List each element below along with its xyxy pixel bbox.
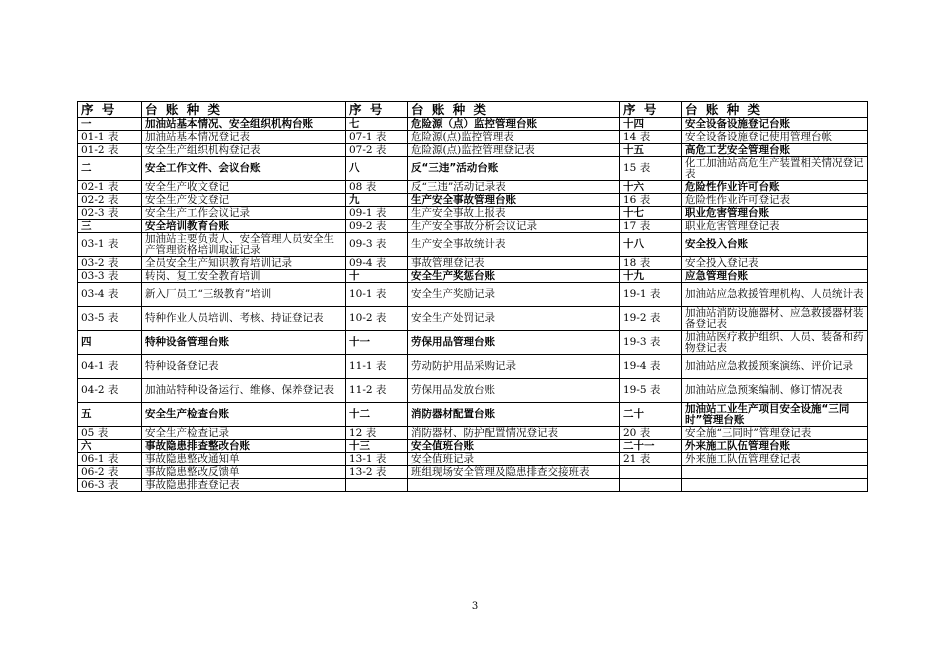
ledger-item-cell: 安全生产工作会议记录 (142, 207, 346, 220)
table-row (78, 427, 868, 440)
ledger-item-cell: 新入厂员工“三级教育”培训 (142, 283, 346, 307)
table-row (78, 403, 868, 427)
ledger-no-cell: 九 (346, 194, 408, 207)
ledger-no-cell: 03-2 表 (78, 257, 142, 270)
ledger-no-cell: 07-2 表 (346, 144, 408, 157)
ledger-item-cell: 加油站医疗救护组织、人员、装备和药物登记表 (682, 331, 868, 355)
ledger-no-cell: 七 (346, 118, 408, 131)
ledger-item-cell: 化工加油站高危生产装置相关情况登记表 (682, 157, 868, 181)
ledger-no-cell: 十 (346, 270, 408, 283)
ledger-no-cell: 17 表 (620, 220, 682, 233)
ledger-no-cell: 19-2 表 (620, 307, 682, 331)
page-number: 3 (471, 601, 479, 612)
table-row (78, 118, 868, 131)
table-row (78, 270, 868, 283)
ledger-item-cell: 加油站应急救援预案演练、评价记录 (682, 355, 868, 379)
ledger-no-cell: 十二 (346, 403, 408, 427)
ledger-table (77, 101, 868, 492)
ledger-item-cell: 反“三违”活动记录表 (408, 181, 620, 194)
ledger-item-cell: 安全生产检查记录 (142, 427, 346, 440)
ledger-category-cell: 消防器材配置台账 (408, 403, 620, 427)
ledger-item-cell: 安全生产收文登记 (142, 181, 346, 194)
ledger-category-cell: 危险源（点）监控管理台账 (408, 118, 620, 131)
ledger-no-cell (620, 479, 682, 492)
ledger-item-cell: 外来施工队伍管理登记表 (682, 453, 868, 466)
table-row (78, 207, 868, 220)
table-row (78, 379, 868, 403)
ledger-no-cell: 07-1 表 (346, 131, 408, 144)
ledger-no-cell: 09-4 表 (346, 257, 408, 270)
ledger-category-cell: 安全培训教育台账 (142, 220, 346, 233)
ledger-no-cell: 02-2 表 (78, 194, 142, 207)
ledger-no-cell: 10-1 表 (346, 283, 408, 307)
ledger-no-cell: 二 (78, 157, 142, 181)
ledger-no-cell: 21 表 (620, 453, 682, 466)
ledger-no-cell (346, 479, 408, 492)
table-row (78, 257, 868, 270)
ledger-no-cell: 02-3 表 (78, 207, 142, 220)
table-row (78, 233, 868, 257)
ledger-no-cell: 19-5 表 (620, 379, 682, 403)
ledger-category-cell: 职业危害管理台账 (682, 207, 868, 220)
ledger-no-cell: 06-2 表 (78, 466, 142, 479)
ledger-item-cell: 班组现场安全管理及隐患排查交接班表 (408, 466, 620, 479)
table-row (78, 131, 868, 144)
ledger-no-cell: 19-4 表 (620, 355, 682, 379)
header-no-3: 序 号 (620, 102, 682, 118)
ledger-no-cell: 14 表 (620, 131, 682, 144)
ledger-category-cell: 高危工艺安全管理台账 (682, 144, 868, 157)
table-row (78, 479, 868, 492)
ledger-item-cell: 安全生产奖励记录 (408, 283, 620, 307)
ledger-no-cell: 二十 (620, 403, 682, 427)
table-row (78, 144, 868, 157)
ledger-no-cell: 01-1 表 (78, 131, 142, 144)
ledger-no-cell: 03-3 表 (78, 270, 142, 283)
ledger-item-cell: 消防器材、防护配置情况登记表 (408, 427, 620, 440)
ledger-category-cell: 安全设备设施登记台账 (682, 118, 868, 131)
ledger-no-cell: 06-3 表 (78, 479, 142, 492)
ledger-item-cell: 安全值班记录 (408, 453, 620, 466)
table-row (78, 466, 868, 479)
table-row (78, 331, 868, 355)
ledger-no-cell: 11-2 表 (346, 379, 408, 403)
ledger-item-cell: 全员安全生产知识教育培训记录 (142, 257, 346, 270)
ledger-item-cell: 加油站主要负责人、安全管理人员安全生产管理资格培训取证记录 (142, 233, 346, 257)
ledger-no-cell: 05 表 (78, 427, 142, 440)
ledger-category-cell: 应急管理台账 (682, 270, 868, 283)
ledger-item-cell: 安全投入登记表 (682, 257, 868, 270)
header-type-3: 台 账 种 类 (682, 102, 868, 118)
table-row (78, 453, 868, 466)
ledger-no-cell: 十六 (620, 181, 682, 194)
ledger-item-cell: 事故管理登记表 (408, 257, 620, 270)
table-row (78, 194, 868, 207)
ledger-no-cell: 13-1 表 (346, 453, 408, 466)
ledger-no-cell: 二十一 (620, 440, 682, 453)
ledger-item-cell: 安全生产发文登记 (142, 194, 346, 207)
ledger-category-cell: 加油站基本情况、安全组织机构台账 (142, 118, 346, 131)
table-row (78, 307, 868, 331)
ledger-no-cell: 五 (78, 403, 142, 427)
ledger-category-cell: 外来施工队伍管理台账 (682, 440, 868, 453)
ledger-item-cell: 加油站特种设备运行、维修、保养登记表 (142, 379, 346, 403)
ledger-no-cell: 09-1 表 (346, 207, 408, 220)
ledger-item-cell (408, 479, 620, 492)
ledger-no-cell: 06-1 表 (78, 453, 142, 466)
ledger-no-cell: 十九 (620, 270, 682, 283)
ledger-no-cell: 三 (78, 220, 142, 233)
ledger-no-cell: 20 表 (620, 427, 682, 440)
ledger-item-cell: 职业危害管理登记表 (682, 220, 868, 233)
ledger-no-cell: 03-1 表 (78, 233, 142, 257)
ledger-category-cell: 安全值班台账 (408, 440, 620, 453)
ledger-no-cell: 08 表 (346, 181, 408, 194)
table-row (78, 220, 868, 233)
ledger-item-cell: 加油站应急救援管理机构、人员统计表 (682, 283, 868, 307)
ledger-item-cell: 加油站应急预案编制、修订情况表 (682, 379, 868, 403)
header-no-1: 序 号 (78, 102, 142, 118)
ledger-no-cell: 02-1 表 (78, 181, 142, 194)
ledger-no-cell: 09-3 表 (346, 233, 408, 257)
ledger-no-cell: 19-1 表 (620, 283, 682, 307)
ledger-no-cell: 10-2 表 (346, 307, 408, 331)
ledger-item-cell: 生产安全事故上报表 (408, 207, 620, 220)
ledger-no-cell: 03-5 表 (78, 307, 142, 331)
header-no-2: 序 号 (346, 102, 408, 118)
ledger-no-cell (620, 466, 682, 479)
ledger-item-cell: 特种设备登记表 (142, 355, 346, 379)
ledger-no-cell: 12 表 (346, 427, 408, 440)
ledger-category-cell: 反“三违”活动台账 (408, 157, 620, 181)
table-row (78, 440, 868, 453)
ledger-no-cell: 十七 (620, 207, 682, 220)
header-type-1: 台 账 种 类 (142, 102, 346, 118)
ledger-item-cell: 生产安全事故分析会议记录 (408, 220, 620, 233)
ledger-no-cell: 十五 (620, 144, 682, 157)
ledger-category-cell: 特种设备管理台账 (142, 331, 346, 355)
ledger-no-cell: 一 (78, 118, 142, 131)
ledger-item-cell: 危险性作业许可登记表 (682, 194, 868, 207)
ledger-item-cell: 安全设备设施登记使用管理台帐 (682, 131, 868, 144)
ledger-no-cell: 03-4 表 (78, 283, 142, 307)
ledger-no-cell: 15 表 (620, 157, 682, 181)
ledger-category-cell: 安全投入台账 (682, 233, 868, 257)
ledger-category-cell: 劳保用品管理台账 (408, 331, 620, 355)
ledger-item-cell: 劳保用品发放台账 (408, 379, 620, 403)
table-row (78, 355, 868, 379)
ledger-no-cell: 八 (346, 157, 408, 181)
ledger-category-cell: 加油站工业生产项目安全设施“三同时”管理台账 (682, 403, 868, 427)
ledger-no-cell: 18 表 (620, 257, 682, 270)
ledger-body (78, 118, 868, 492)
ledger-category-cell: 生产安全事故管理台账 (408, 194, 620, 207)
ledger-item-cell: 事故隐患整改反馈单 (142, 466, 346, 479)
ledger-category-cell: 安全生产检查台账 (142, 403, 346, 427)
ledger-item-cell: 加油站基本情况登记表 (142, 131, 346, 144)
ledger-no-cell: 六 (78, 440, 142, 453)
ledger-category-cell: 安全生产奖惩台账 (408, 270, 620, 283)
ledger-no-cell: 四 (78, 331, 142, 355)
ledger-no-cell: 19-3 表 (620, 331, 682, 355)
ledger-no-cell: 13-2 表 (346, 466, 408, 479)
ledger-item-cell: 安全施“三同时”管理登记表 (682, 427, 868, 440)
ledger-no-cell: 09-2 表 (346, 220, 408, 233)
ledger-item-cell: 劳动防护用品采购记录 (408, 355, 620, 379)
ledger-no-cell: 11-1 表 (346, 355, 408, 379)
table-row (78, 283, 868, 307)
table-row (78, 181, 868, 194)
ledger-no-cell: 十四 (620, 118, 682, 131)
ledger-no-cell: 十三 (346, 440, 408, 453)
ledger-item-cell: 事故隐患排查登记表 (142, 479, 346, 492)
ledger-category-cell: 事故隐患排查整改台账 (142, 440, 346, 453)
ledger-item-cell: 危险源(点)监控管理登记表 (408, 144, 620, 157)
ledger-category-cell: 危险性作业许可台账 (682, 181, 868, 194)
ledger-no-cell: 16 表 (620, 194, 682, 207)
ledger-no-cell: 04-2 表 (78, 379, 142, 403)
ledger-no-cell: 十一 (346, 331, 408, 355)
ledger-no-cell: 十八 (620, 233, 682, 257)
ledger-category-cell: 安全工作文件、会议台账 (142, 157, 346, 181)
ledger-item-cell: 安全生产组织机构登记表 (142, 144, 346, 157)
ledger-item-cell: 危险源(点)监控管理表 (408, 131, 620, 144)
ledger-item-cell: 事故隐患整改通知单 (142, 453, 346, 466)
header-type-2: 台 账 种 类 (408, 102, 620, 118)
ledger-item-cell: 加油站消防设施器材、应急救援器材装备登记表 (682, 307, 868, 331)
ledger-no-cell: 01-2 表 (78, 144, 142, 157)
ledger-item-cell: 安全生产处罚记录 (408, 307, 620, 331)
ledger-item-cell (682, 466, 868, 479)
table-header-row (78, 102, 868, 118)
ledger-item-cell: 生产安全事故统计表 (408, 233, 620, 257)
table-row (78, 157, 868, 181)
ledger-no-cell: 04-1 表 (78, 355, 142, 379)
ledger-item-cell: 特种作业人员培训、考核、持证登记表 (142, 307, 346, 331)
ledger-item-cell: 转岗、复工安全教育培训 (142, 270, 346, 283)
ledger-item-cell (682, 479, 868, 492)
